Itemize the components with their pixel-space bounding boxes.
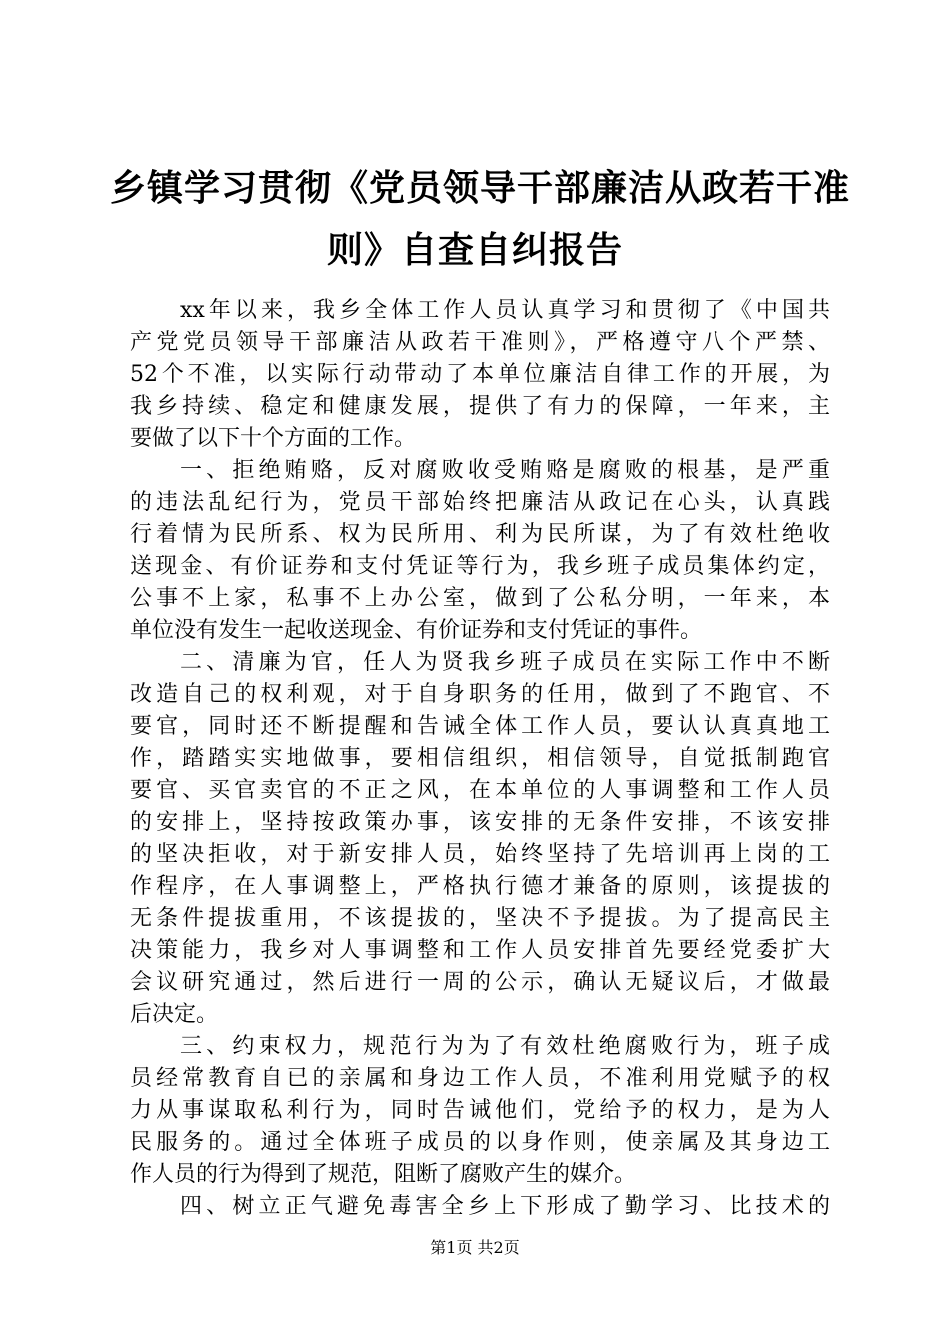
paragraph-line: 一、拒绝贿赂，反对腐败收受贿赂是腐败的根基，是严重 (180, 458, 830, 483)
paragraph-line: 后决定。 (130, 1002, 219, 1027)
paragraph-line: 作程序，在人事调整上，严格执行德才兼备的原则，该提拔的 (130, 874, 830, 899)
title-line: 乡镇学习贯彻《党员领导干部廉洁从政若干准 (110, 168, 851, 209)
paragraph-line: 作人员的行为得到了规范，阻断了腐败产生的媒介。 (130, 1162, 637, 1187)
paragraph-line: 公事不上家，私事不上办公室，做到了公私分明，一年来，本 (130, 586, 830, 611)
paragraph-line: 的安排上，坚持按政策办事，该安排的无条件安排，不该安排 (130, 810, 830, 835)
paragraph-line: 要官，同时还不断提醒和告诫全体工作人员，要认认真真地工 (130, 714, 830, 739)
paragraph-line: 力从事谋取私利行为，同时告诫他们，党给予的权力，是为人 (130, 1098, 830, 1123)
paragraph-line: 的违法乱纪行为，党员干部始终把廉洁从政记在心头，认真践 (130, 490, 830, 515)
paragraph-line: 会议研究通过，然后进行一周的公示，确认无疑议后，才做最 (130, 970, 830, 995)
paragraph-line: 三、约束权力，规范行为为了有效杜绝腐败行为，班子成 (180, 1034, 830, 1059)
title-line: 则》自查自纠报告 (326, 230, 623, 271)
paragraph-line: 单位没有发生一起收送现金、有价证券和支付凭证的事件。 (130, 618, 703, 643)
paragraph-line: 要做了以下十个方面的工作。 (130, 426, 417, 451)
paragraph-line: 行着情为民所系、权为民所用、利为民所谋，为了有效杜绝收 (130, 522, 830, 547)
paragraph-line: xx年以来，我乡全体工作人员认真学习和贯彻了《中国共 (180, 298, 830, 323)
paragraph-line: 作，踏踏实实地做事，要相信组织，相信领导，自觉抵制跑官 (130, 746, 830, 771)
paragraph-line: 民服务的。通过全体班子成员的以身作则，使亲属及其身边工 (130, 1130, 830, 1155)
paragraph-line: 52个不准，以实际行动带动了本单位廉洁自律工作的开展，为 (130, 362, 830, 387)
paragraph-line: 产党党员领导干部廉洁从政若干准则》，严格遵守八个严禁、 (130, 330, 830, 355)
page-number: 第1页 共2页 (430, 1238, 520, 1257)
paragraph-line: 要官、买官卖官的不正之风，在本单位的人事调整和工作人员 (130, 778, 830, 803)
document-body (130, 295, 830, 1223)
paragraph-line: 我乡持续、稳定和健康发展，提供了有力的保障，一年来，主 (130, 394, 830, 419)
document-title (110, 158, 851, 282)
paragraph-line: 的坚决拒收，对于新安排人员，始终坚持了先培训再上岗的工 (130, 842, 830, 867)
paragraph-line: 员经常教育自已的亲属和身边工作人员，不准利用党赋予的权 (130, 1066, 830, 1091)
paragraph-line: 改造自己的权利观，对于自身职务的任用，做到了不跑官、不 (130, 682, 830, 707)
paragraph-line: 送现金、有价证券和支付凭证等行为，我乡班子成员集体约定， (130, 554, 830, 579)
paragraph-line: 二、清廉为官，任人为贤我乡班子成员在实际工作中不断 (180, 650, 830, 675)
paragraph-line: 无条件提拔重用，不该提拔的，坚决不予提拔。为了提高民主 (130, 906, 830, 931)
paragraph-line: 四、树立正气避免毒害全乡上下形成了勤学习、比技术的 (180, 1194, 830, 1219)
paragraph-line: 决策能力，我乡对人事调整和工作人员安排首先要经党委扩大 (130, 938, 830, 963)
